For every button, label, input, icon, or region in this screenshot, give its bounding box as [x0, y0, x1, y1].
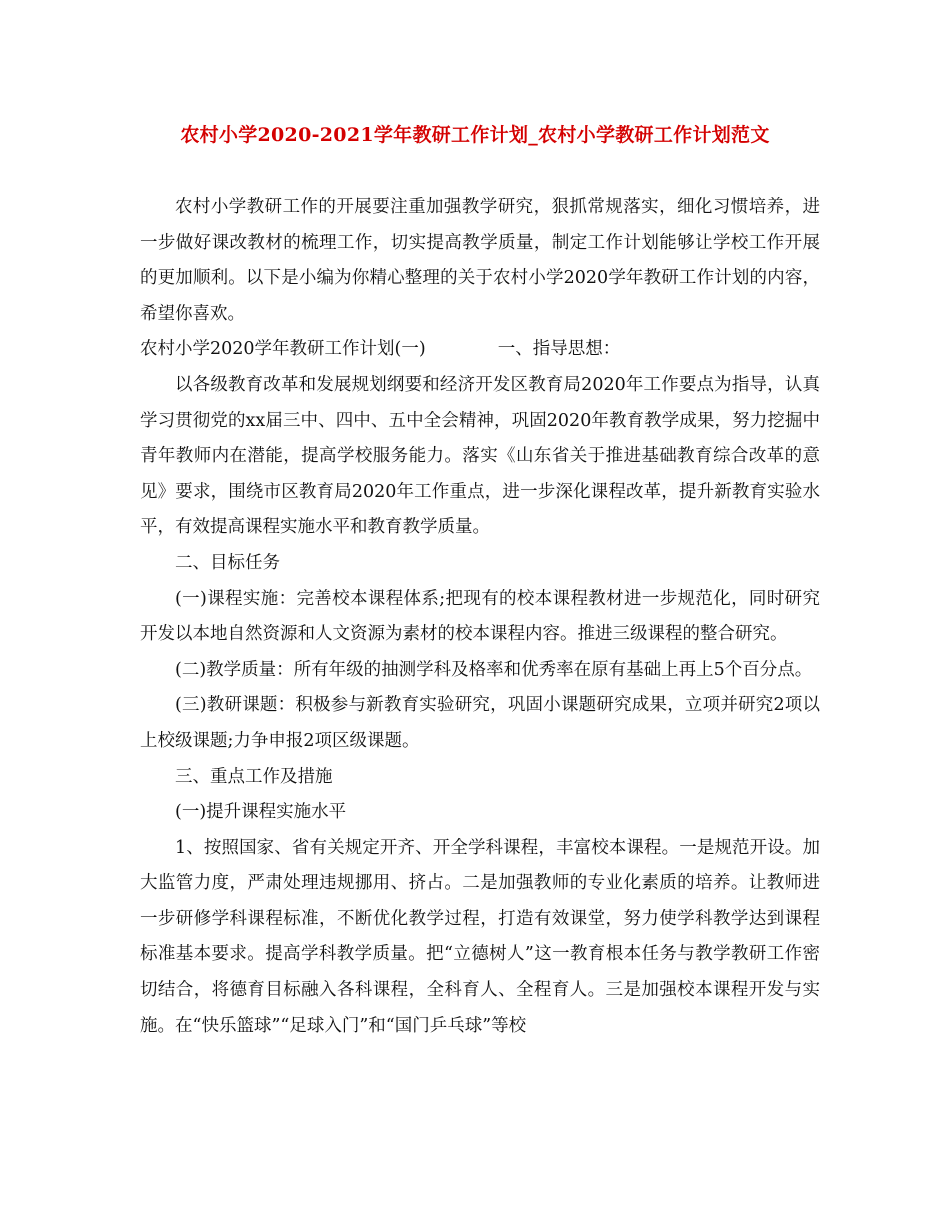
- document-title: 农村小学2020-2021学年教研工作计划_农村小学教研工作计划范文: [180, 124, 770, 146]
- section-heading-measures: 三、重点工作及措施: [175, 766, 333, 787]
- section-heading-goals: 二、目标任务: [175, 552, 280, 573]
- goal-research-paragraph: (三)教研课题：积极参与新教育实验研究，巩固小课题研究成果，立项并研究2项以上校级课题;力争申报2项区级课题。: [140, 695, 820, 751]
- subsection-heading-curriculum: (一)提升课程实施水平: [175, 802, 347, 823]
- goal-curriculum-paragraph: (一)课程实施：完善校本课程体系;把现有的校本课程教材进一步规范化，同时研究开发以本地自然资源和人文资源为素材的校本课程内容。推进三级课程的整合研究。: [140, 588, 820, 645]
- measure-one-paragraph: 1、按照国家、省有关规定开齐、开全学科课程，丰富校本课程。一是规范开设。加大监管力度，严肃处理违规挪用、挤占。二是加强教师的专业化素质的培养。让教师进一步研修学科课程标准，不断优化教学过程，打造有效课堂，努力使学科教学达到课程标准基本要求。提高学科教学质量。把“立德树人”这一教育根本任务与教学教研工作密切结合，将德育目标融入各科课程，全科育人、全程育人。三是加强校本课程开发与实施。在“快乐篮球”“足球入门”和“国门乒乓球”等校: [140, 837, 820, 1036]
- document-body: [140, 190, 820, 1044]
- goal-quality-paragraph: (二)教学质量：所有年级的抽测学科及格率和优秀率在原有基础上再上5个百分点。: [175, 659, 813, 680]
- section-heading-guiding-thought: 一、指导思想：: [497, 339, 621, 360]
- plan-heading: 农村小学2020学年教研工作计划(一): [140, 339, 426, 360]
- plan-heading-line: [140, 332, 820, 368]
- intro-paragraph: 农村小学教研工作的开展要注重加强教学研究，狠抓常规落实，细化习惯培养，进一步做好课改教材的梳理工作，切实提高教学质量，制定工作计划能够让学校工作开展的更加顺利。以下是小编为你精心整理的关于农村小学2020学年教研工作计划的内容，希望你喜欢。: [140, 197, 820, 324]
- guiding-thought-paragraph: 以各级教育改革和发展规划纲要和经济开发区教育局2020年工作要点为指导，认真学习贯彻党的xx届三中、四中、五中全会精神，巩固2020年教育教学成果，努力挖掘中青年教师内在潜能，提高学校服务能力。落实《山东省关于推进基础教育综合改革的意见》要求，围绕市区教育局2020年工作重点，进一步深化课程改革，提升新教育实验水平，有效提高课程实施水平和教育教学质量。: [140, 374, 820, 538]
